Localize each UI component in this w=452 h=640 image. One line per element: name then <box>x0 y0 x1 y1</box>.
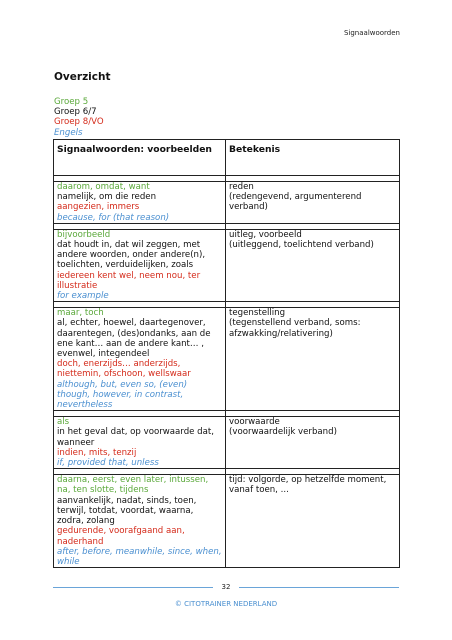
example-groep-6-7: al, echter, hoewel, daartegenover, <box>57 318 206 329</box>
meaning-cell <box>226 308 400 411</box>
examples-cell <box>54 417 226 469</box>
table-body <box>54 176 400 568</box>
meaning-text: uitleg, voorbeeld <box>229 229 302 240</box>
meaning-text: vanaf toen, ... <box>229 485 289 496</box>
example-groep-8-vo: illustratie <box>57 280 98 291</box>
example-groep-8-vo: indien, mits, tenzij <box>57 447 137 458</box>
example-groep-6-7: dat houdt in, dat wil zeggen, met <box>57 240 201 251</box>
meaning-text: (voorwaardelijk verband) <box>229 427 337 438</box>
meaning-text: tijd: volgorde, op hetzelfde moment, <box>229 475 387 486</box>
signal-words-table <box>53 139 400 568</box>
example-groep-6-7: zodra, zolang <box>57 516 115 527</box>
legend-engels: Engels <box>54 127 83 138</box>
example-engels: although, but, even so, (even) <box>57 379 188 390</box>
example-groep-8-vo: naderhand <box>57 536 104 547</box>
example-groep-6-7: wanneer <box>57 437 95 448</box>
example-groep-6-7: toelichten, verduidelijken, zoals <box>57 260 194 271</box>
example-groep-8-vo: aangezien, immers <box>57 202 140 213</box>
page-number: 32 <box>221 583 231 591</box>
color-legend <box>54 97 104 138</box>
meaning-cell <box>226 229 400 301</box>
meaning-text: (tegenstellend verband, soms: <box>229 318 361 329</box>
meaning-text: (redengevend, argumenterend <box>229 192 362 203</box>
example-engels: if, provided that, unless <box>57 458 159 469</box>
example-groep-8-vo: doch, enerzijds… anderzijds, <box>57 359 181 370</box>
example-groep-5: als <box>57 417 70 428</box>
example-groep-6-7: namelijk, om die reden <box>57 192 157 203</box>
example-groep-6-7: in het geval dat, op voorwaarde dat, <box>57 427 214 438</box>
example-groep-6-7: daarentegen, (des)ondanks, aan de <box>57 328 211 339</box>
example-groep-5: daarom, omdat, want <box>57 182 150 192</box>
meaning-cell <box>226 475 400 568</box>
example-groep-5: maar, toch <box>57 308 104 319</box>
legend-groep-5: Groep 5 <box>54 97 89 107</box>
meaning-cell <box>226 182 400 224</box>
meaning-text: tegenstelling <box>229 308 286 319</box>
example-engels: for example <box>57 291 109 302</box>
meaning-text: verband) <box>229 202 268 213</box>
legend-groep-8-vo: Groep 8/VO <box>54 117 104 128</box>
example-groep-5: na, ten slotte, tijdens <box>57 485 149 496</box>
meaning-text: (uitleggend, toelichtend verband) <box>229 240 374 251</box>
example-engels: while <box>57 556 80 567</box>
example-groep-8-vo: gedurende, voorafgaand aan, <box>57 526 185 537</box>
example-engels: nevertheless <box>57 400 113 411</box>
table-header-row <box>54 140 400 176</box>
example-groep-5: daarna, eerst, even later, intussen, <box>57 475 209 486</box>
column-header-examples: Signaalwoorden: voorbeelden <box>54 140 226 176</box>
table-row <box>54 229 400 301</box>
example-groep-5: bijvoorbeeld <box>57 229 111 240</box>
meaning-text: afzwakking/relativering) <box>229 328 333 339</box>
table-row <box>54 417 400 469</box>
example-groep-6-7: ene kant… aan de andere kant… , <box>57 338 204 349</box>
example-groep-6-7: andere woorden, onder andere(n), <box>57 250 206 261</box>
table-row <box>54 308 400 411</box>
examples-cell <box>54 229 226 301</box>
page-header-section: Signaalwoorden <box>343 29 400 37</box>
column-header-meaning: Betekenis <box>226 140 400 176</box>
example-groep-6-7: evenwel, integendeel <box>57 349 150 360</box>
meaning-cell <box>226 417 400 469</box>
table-row <box>54 182 400 224</box>
legend-groep-6-7: Groep 6/7 <box>54 107 97 118</box>
example-groep-6-7: aanvankelijk, nadat, sinds, toen, <box>57 495 197 506</box>
page-title: Overzicht <box>54 71 111 83</box>
examples-cell <box>54 308 226 411</box>
example-engels: because, for (that reason) <box>57 212 170 223</box>
example-groep-8-vo: iedereen kent wel, neem nou, ter <box>57 270 201 281</box>
meaning-text: reden <box>229 182 254 192</box>
table-row <box>54 475 400 568</box>
meaning-text: voorwaarde <box>229 417 280 428</box>
copyright-notice: © CITOTRAINER NEDERLAND <box>174 600 278 608</box>
example-engels: after, before, meanwhile, since, when, <box>57 546 222 557</box>
example-groep-8-vo: niettemin, ofschoon, wellswaar <box>57 369 191 380</box>
example-engels: though, however, in contrast, <box>57 389 184 400</box>
example-groep-6-7: terwijl, totdat, voordat, waarna, <box>57 505 194 516</box>
examples-cell <box>54 475 226 568</box>
examples-cell <box>54 182 226 224</box>
